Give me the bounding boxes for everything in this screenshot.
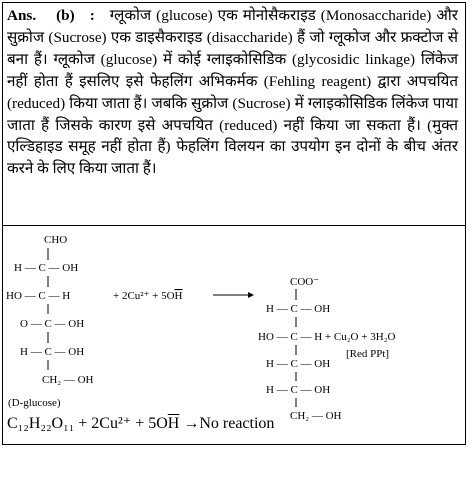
glucose-row4: H — C — OH [20, 346, 85, 358]
reaction-diagram [0, 226, 470, 440]
precipitate-label: [Red PPt] [346, 348, 390, 360]
hydroxide-h: $\overline{H}$ [167, 415, 180, 432]
arrow-head [248, 292, 254, 298]
glucose-row5: CH₂ — OH [42, 374, 94, 386]
glucose-row3: O — C — OH [20, 318, 85, 330]
sucrose-formula: C₁₂H₂₂O₁₁ + 2Cu²⁺ + 5O [7, 415, 168, 432]
product-row1: H — C — OH [266, 303, 331, 315]
answer-colon: : [89, 7, 95, 24]
sucrose-equation [7, 413, 274, 433]
answer-paragraph [7, 5, 458, 180]
product-row4: H — C — OH [266, 384, 331, 396]
product-row2: HO — C — H + Cu₂O + 3H₂O [258, 331, 396, 343]
answer-text: ग्लूकोज (glucose) एक मोनोसैकराइड (Monosaccharide) और सुक्रोज (Sucrose) एक डाइसैकराइड (disaccharide) हैं जो ग्लूकोज और फ्रक्टोज से बना हैं। ग्लूकोज (glucose) में कोई ग्लाइकोसिडिक (glycosidic linkage) लिंकेज नहीं होता हैं इसलिए इसे फेहलिंग अभिकर्मक (Fehling reagent) द्वारा अपचयित (reduced) किया जाता हैं। जबकि सुक्रोज (Sucrose) में ग्लाइकोसिडिक लिंकेज पाया जाता हैं जिसके कारण इसे अपचयित (reduced) नहीं किया जा सकता हैं। (मुक्त एल्डिहाइड समूह नहीं होता हैं) फेहलिंग विलयन का उपयोग इन दोनों के बीच अंतर करने के लिए किया जाता हैं। [7, 7, 459, 178]
product-row5: CH₂ — OH [290, 410, 342, 422]
glucose-label: (D-glucose) [8, 397, 61, 409]
glucose-row1: H — C — OH [14, 262, 79, 274]
product-row3: H — C — OH [266, 358, 331, 370]
no-reaction-text: →No reaction [179, 415, 275, 432]
glucose-cho: CHO [44, 234, 68, 246]
answer-label: Ans. [7, 7, 37, 24]
reagent-text: + 2Cu²⁺ + 5OH [113, 290, 183, 302]
answer-option: (b) [56, 7, 75, 24]
product-coo: COO⁻ [290, 276, 320, 288]
glucose-row2: HO — C — H [6, 290, 71, 302]
